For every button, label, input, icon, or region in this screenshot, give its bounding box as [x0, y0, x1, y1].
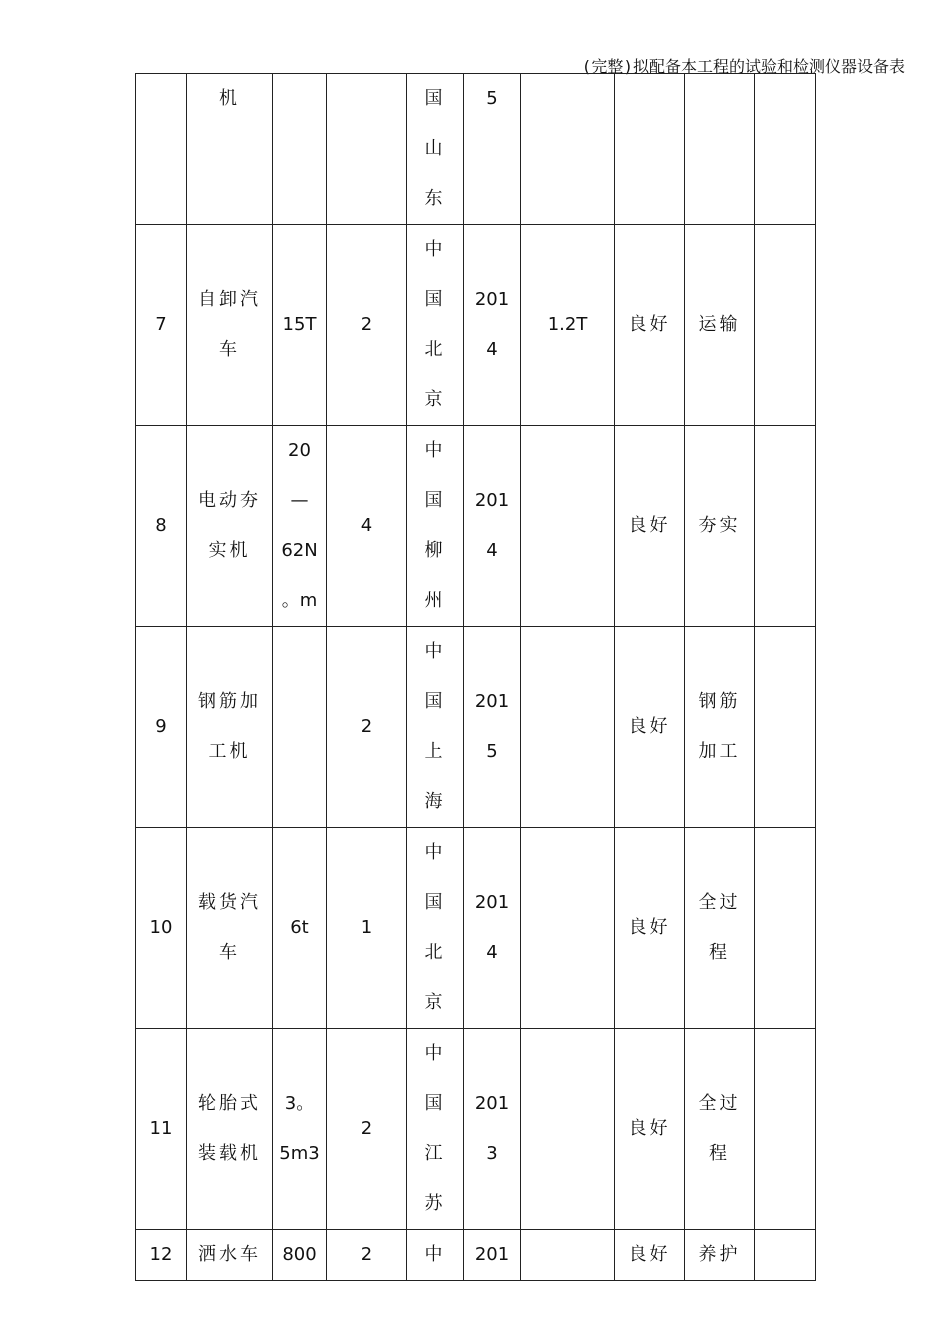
cell-remark: [755, 1029, 816, 1230]
cell-remark: [755, 74, 816, 225]
cell-no: [136, 426, 187, 627]
cell-text-no: 8: [155, 515, 167, 536]
cell-text-power: 1.2T: [547, 314, 588, 335]
cell-condition: [615, 426, 685, 627]
cell-text-qty: 2: [360, 1118, 373, 1139]
cell-use: [685, 225, 755, 426]
cell-power: [521, 627, 615, 828]
cell-condition: [615, 627, 685, 828]
cell-spec: [273, 1230, 327, 1281]
cell-text-name: 电动夯 实机: [198, 490, 261, 561]
cell-remark: [755, 1230, 816, 1281]
cell-text-condition: 良好: [628, 917, 671, 938]
cell-origin: [407, 1029, 464, 1230]
cell-power: [521, 426, 615, 627]
cell-use: [685, 828, 755, 1029]
cell-use: [685, 74, 755, 225]
cell-text-origin: 中 国 柳 州: [424, 440, 446, 611]
cell-year: [464, 1029, 521, 1230]
cell-text-spec: 15T: [282, 314, 317, 335]
cell-text-origin: 中 国 北 京: [424, 239, 446, 410]
cell-qty: [327, 74, 407, 225]
cell-name: [187, 1230, 273, 1281]
cell-text-use: 全过 程: [698, 1093, 741, 1164]
cell-qty: [327, 426, 407, 627]
cell-origin: [407, 74, 464, 225]
cell-text-condition: 良好: [628, 716, 671, 737]
cell-text-use: 夯实: [698, 515, 741, 536]
cell-text-qty: 2: [360, 716, 373, 737]
cell-remark: [755, 627, 816, 828]
cell-qty: [327, 828, 407, 1029]
cell-remark: [755, 225, 816, 426]
cell-text-no: 10: [149, 917, 173, 938]
cell-text-spec: 800: [282, 1244, 317, 1265]
cell-text-year: 201 4: [474, 892, 510, 963]
cell-year: [464, 426, 521, 627]
cell-use: [685, 1029, 755, 1230]
cell-origin: [407, 828, 464, 1029]
cell-remark: [755, 426, 816, 627]
cell-power: [521, 1029, 615, 1230]
cell-use: [685, 1230, 755, 1281]
cell-text-year: 201 3: [474, 1093, 510, 1164]
cell-name: [187, 828, 273, 1029]
cell-origin: [407, 1230, 464, 1281]
cell-text-condition: 良好: [628, 314, 671, 335]
cell-text-condition: 良好: [628, 515, 671, 536]
cell-no: [136, 828, 187, 1029]
cell-condition: [615, 828, 685, 1029]
cell-text-spec: 3。 5m3: [279, 1093, 320, 1164]
cell-text-name: 轮胎式 装载机: [198, 1093, 261, 1164]
cell-text-origin: 中: [424, 1244, 446, 1265]
cell-text-use: 养护: [698, 1244, 741, 1265]
cell-text-name: 洒水车: [198, 1244, 261, 1265]
cell-name: [187, 426, 273, 627]
cell-condition: [615, 74, 685, 225]
cell-origin: [407, 225, 464, 426]
cell-text-name: 载货汽 车: [198, 892, 261, 963]
cell-text-name: 自卸汽 车: [198, 289, 261, 360]
cell-no: [136, 225, 187, 426]
cell-power: [521, 74, 615, 225]
cell-text-qty: 1: [360, 917, 373, 938]
cell-text-condition: 良好: [628, 1244, 671, 1265]
cell-text-use: 运输: [698, 314, 741, 335]
cell-remark: [755, 828, 816, 1029]
cell-condition: [615, 1230, 685, 1281]
cell-qty: [327, 1230, 407, 1281]
cell-power: [521, 225, 615, 426]
cell-qty: [327, 627, 407, 828]
cell-condition: [615, 1029, 685, 1230]
cell-qty: [327, 225, 407, 426]
cell-text-name: 机: [219, 88, 240, 109]
cell-no: [136, 1029, 187, 1230]
document-header-title: (完整)拟配备本工程的试验和检测仪器设备表: [581, 57, 905, 76]
cell-power: [521, 1230, 615, 1281]
cell-year: [464, 1230, 521, 1281]
cell-spec: [273, 828, 327, 1029]
cell-name: [187, 74, 273, 225]
cell-text-no: 9: [155, 716, 167, 737]
cell-text-no: 12: [149, 1244, 173, 1265]
cell-text-no: 11: [149, 1118, 173, 1139]
cell-name: [187, 1029, 273, 1230]
cell-year: [464, 74, 521, 225]
cell-no: [136, 74, 187, 225]
cell-text-origin: 国 山 东: [424, 88, 446, 209]
table-row: [136, 1029, 816, 1230]
cell-text-origin: 中 国 上 海: [424, 641, 446, 812]
cell-text-qty: 2: [360, 314, 373, 335]
table-row: [136, 74, 816, 225]
cell-text-qty: 2: [360, 1244, 373, 1265]
equipment-table: [135, 73, 816, 1281]
cell-use: [685, 426, 755, 627]
table-row: [136, 828, 816, 1029]
table-row: [136, 1230, 816, 1281]
cell-qty: [327, 1029, 407, 1230]
cell-text-use: 全过 程: [698, 892, 741, 963]
cell-text-spec: 20 — 62N 。m: [281, 440, 318, 611]
cell-origin: [407, 627, 464, 828]
cell-year: [464, 225, 521, 426]
table-row: [136, 627, 816, 828]
cell-no: [136, 1230, 187, 1281]
cell-text-no: 7: [155, 314, 167, 335]
cell-name: [187, 225, 273, 426]
cell-condition: [615, 225, 685, 426]
cell-use: [685, 627, 755, 828]
cell-text-year: 201 5: [474, 691, 510, 762]
cell-text-spec: 6t: [290, 917, 309, 938]
cell-spec: [273, 627, 327, 828]
cell-spec: [273, 1029, 327, 1230]
cell-year: [464, 627, 521, 828]
cell-text-origin: 中 国 江 苏: [424, 1043, 446, 1214]
cell-text-origin: 中 国 北 京: [424, 842, 446, 1013]
cell-text-use: 钢筋 加工: [698, 691, 741, 762]
cell-name: [187, 627, 273, 828]
table-row: [136, 426, 816, 627]
cell-text-year: 201: [474, 1244, 510, 1265]
cell-origin: [407, 426, 464, 627]
cell-text-condition: 良好: [628, 1118, 671, 1139]
cell-text-year: 201 4: [474, 289, 510, 360]
cell-text-name: 钢筋加 工机: [198, 691, 261, 762]
cell-spec: [273, 225, 327, 426]
table-row: [136, 225, 816, 426]
cell-spec: [273, 426, 327, 627]
cell-text-year: 5: [486, 88, 498, 109]
cell-text-year: 201 4: [474, 490, 510, 561]
equipment-table-body: [136, 74, 816, 1281]
cell-power: [521, 828, 615, 1029]
cell-spec: [273, 74, 327, 225]
cell-year: [464, 828, 521, 1029]
cell-no: [136, 627, 187, 828]
cell-text-qty: 4: [360, 515, 373, 536]
